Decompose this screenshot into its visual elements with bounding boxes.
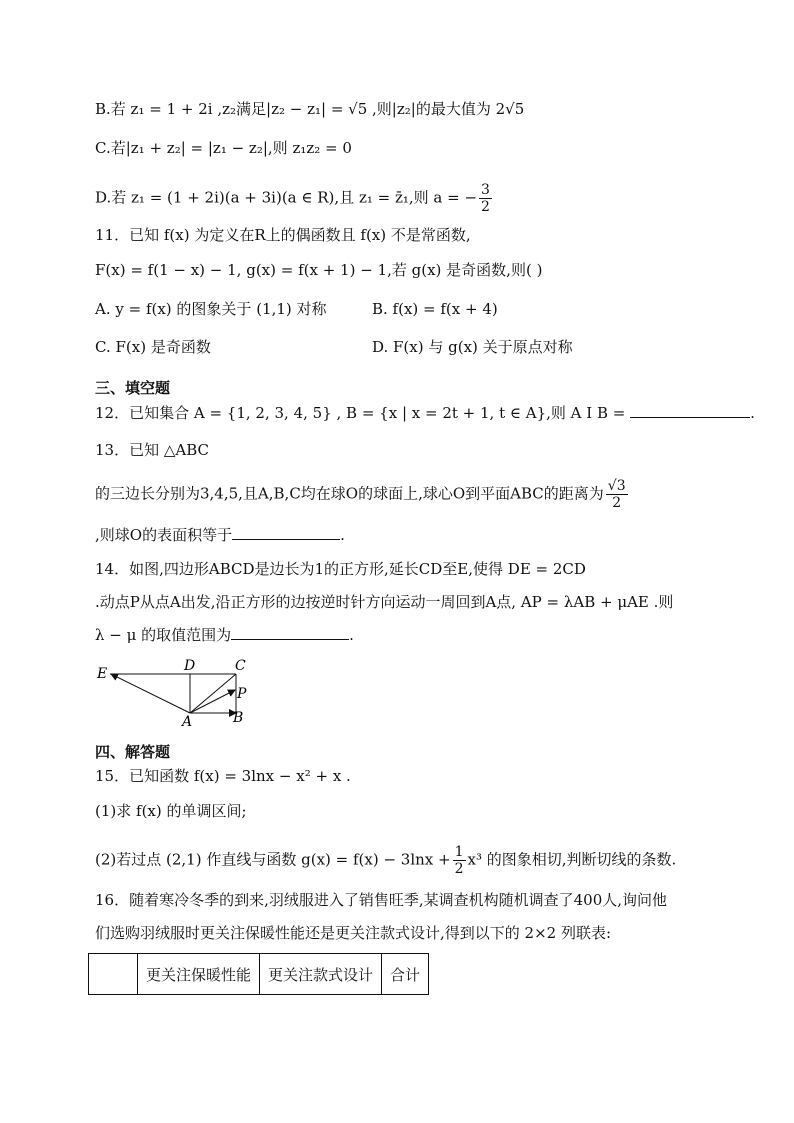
label-c: C bbox=[235, 658, 246, 674]
answer-blank bbox=[232, 525, 340, 540]
q11-stem-2: F(x) = f(1 − x) − 1, g(x) = f(x + 1) − 1,若 g(x) 是奇函数,则( ) bbox=[95, 261, 543, 279]
fraction bbox=[606, 478, 628, 511]
q11-option-b: B. f(x) = f(x + 4) bbox=[372, 300, 498, 318]
q15-stem: 15．已知函数 f(x) = 3lnx − x² + x . bbox=[95, 767, 351, 785]
q15-part-1: (1)求 f(x) 的单调区间; bbox=[95, 802, 247, 820]
q16-stem-2: 们选购羽绒服时更关注保暖性能还是更关注款式设计,得到以下的 2×2 列联表: bbox=[95, 924, 612, 942]
table-header-cell: 合计 bbox=[382, 954, 429, 995]
q11-option-c: C. F(x) 是奇函数 bbox=[95, 338, 211, 356]
numerator: 1 bbox=[454, 844, 464, 860]
label-d: D bbox=[184, 658, 196, 674]
q12-text: 12．已知集合 A = {1, 2, 3, 4, 5} , B = {x | x = 2t + 1, t ∈ A},则 A I B = bbox=[95, 404, 626, 422]
table-header-cell bbox=[89, 954, 138, 995]
table-row bbox=[89, 954, 429, 995]
label-b: B bbox=[233, 710, 244, 726]
numerator: √3 bbox=[607, 478, 626, 494]
q13-tail bbox=[95, 524, 345, 546]
label-a: A bbox=[182, 714, 193, 728]
option-d bbox=[95, 182, 494, 215]
answer-blank bbox=[231, 625, 349, 640]
denominator: 2 bbox=[454, 861, 464, 877]
contingency-table bbox=[88, 953, 429, 995]
q13-text: 的三边长分别为3,4,5,且A,B,C均在球O的球面上,球心O到平面ABC的距离为 bbox=[95, 484, 604, 503]
denominator: 2 bbox=[481, 199, 490, 215]
label-e: E bbox=[97, 666, 108, 682]
q13-body bbox=[95, 478, 630, 511]
square-diagram bbox=[95, 656, 265, 728]
q14-stem-2: .动点P从点A出发,沿正方形的边按逆时针方向运动一周回到A点, AP = λAB + μAE .则 bbox=[95, 593, 674, 611]
option-b: B.若 z₁ = 1 + 2i ,z₂满足|z₂ − z₁| = √5 ,则|z₂|的最大值为 2√5 bbox=[95, 100, 525, 118]
q15-part-2-text: (2)若过点 (2,1) 作直线与函数 g(x) = f(x) − 3lnx + bbox=[95, 850, 451, 869]
q13-tail-text: ,则球O的表面积等于 bbox=[95, 526, 233, 544]
q11-option-a: A. y = f(x) 的图象关于 (1,1) 对称 bbox=[95, 300, 327, 318]
q14-tail-text: λ − μ 的取值范围为 bbox=[95, 626, 232, 644]
q15-part-2-tail: x³ 的图象相切,判断切线的条数. bbox=[467, 850, 677, 869]
table-header-cell: 更关注款式设计 bbox=[260, 954, 382, 995]
answer-blank bbox=[630, 403, 750, 418]
q13-stem: 13．已知 △ABC bbox=[95, 441, 210, 459]
q14-tail bbox=[95, 624, 354, 646]
q16-stem: 16．随着寒冷冬季的到来,羽绒服进入了销售旺季,某调查机构随机调查了400人,询问他 bbox=[95, 891, 668, 909]
option-c: C.若|z₁ + z₂| = |z₁ − z₂|,则 z₁z₂ = 0 bbox=[95, 139, 352, 157]
label-p: P bbox=[237, 686, 247, 702]
q11-stem: 11．已知 f(x) 为定义在R上的偶函数且 f(x) 不是常函数, bbox=[95, 226, 471, 244]
q12 bbox=[95, 402, 755, 424]
section-heading-3: 三、填空题 bbox=[95, 379, 171, 397]
table-header-cell: 更关注保暖性能 bbox=[138, 954, 260, 995]
fraction bbox=[479, 182, 492, 215]
section-heading-4: 四、解答题 bbox=[95, 743, 171, 761]
q12-end: . bbox=[750, 404, 755, 422]
q14-end: . bbox=[349, 626, 354, 644]
option-d-text: D.若 z₁ = (1 + 2i)(a + 3i)(a ∈ R),且 z₁ = z̄₁,则 a = − bbox=[95, 188, 478, 207]
q14-stem: 14．如图,四边形ABCD是边长为1的正方形,延长CD至E,使得 DE = 2CD bbox=[95, 560, 586, 578]
q11-option-d: D. F(x) 与 g(x) 关于原点对称 bbox=[372, 338, 573, 356]
fraction bbox=[453, 844, 466, 877]
denominator: 2 bbox=[612, 495, 622, 511]
numerator: 3 bbox=[481, 182, 490, 198]
q15-part-2 bbox=[95, 844, 676, 877]
q13-end: . bbox=[340, 526, 345, 544]
vector-ae bbox=[111, 674, 190, 713]
